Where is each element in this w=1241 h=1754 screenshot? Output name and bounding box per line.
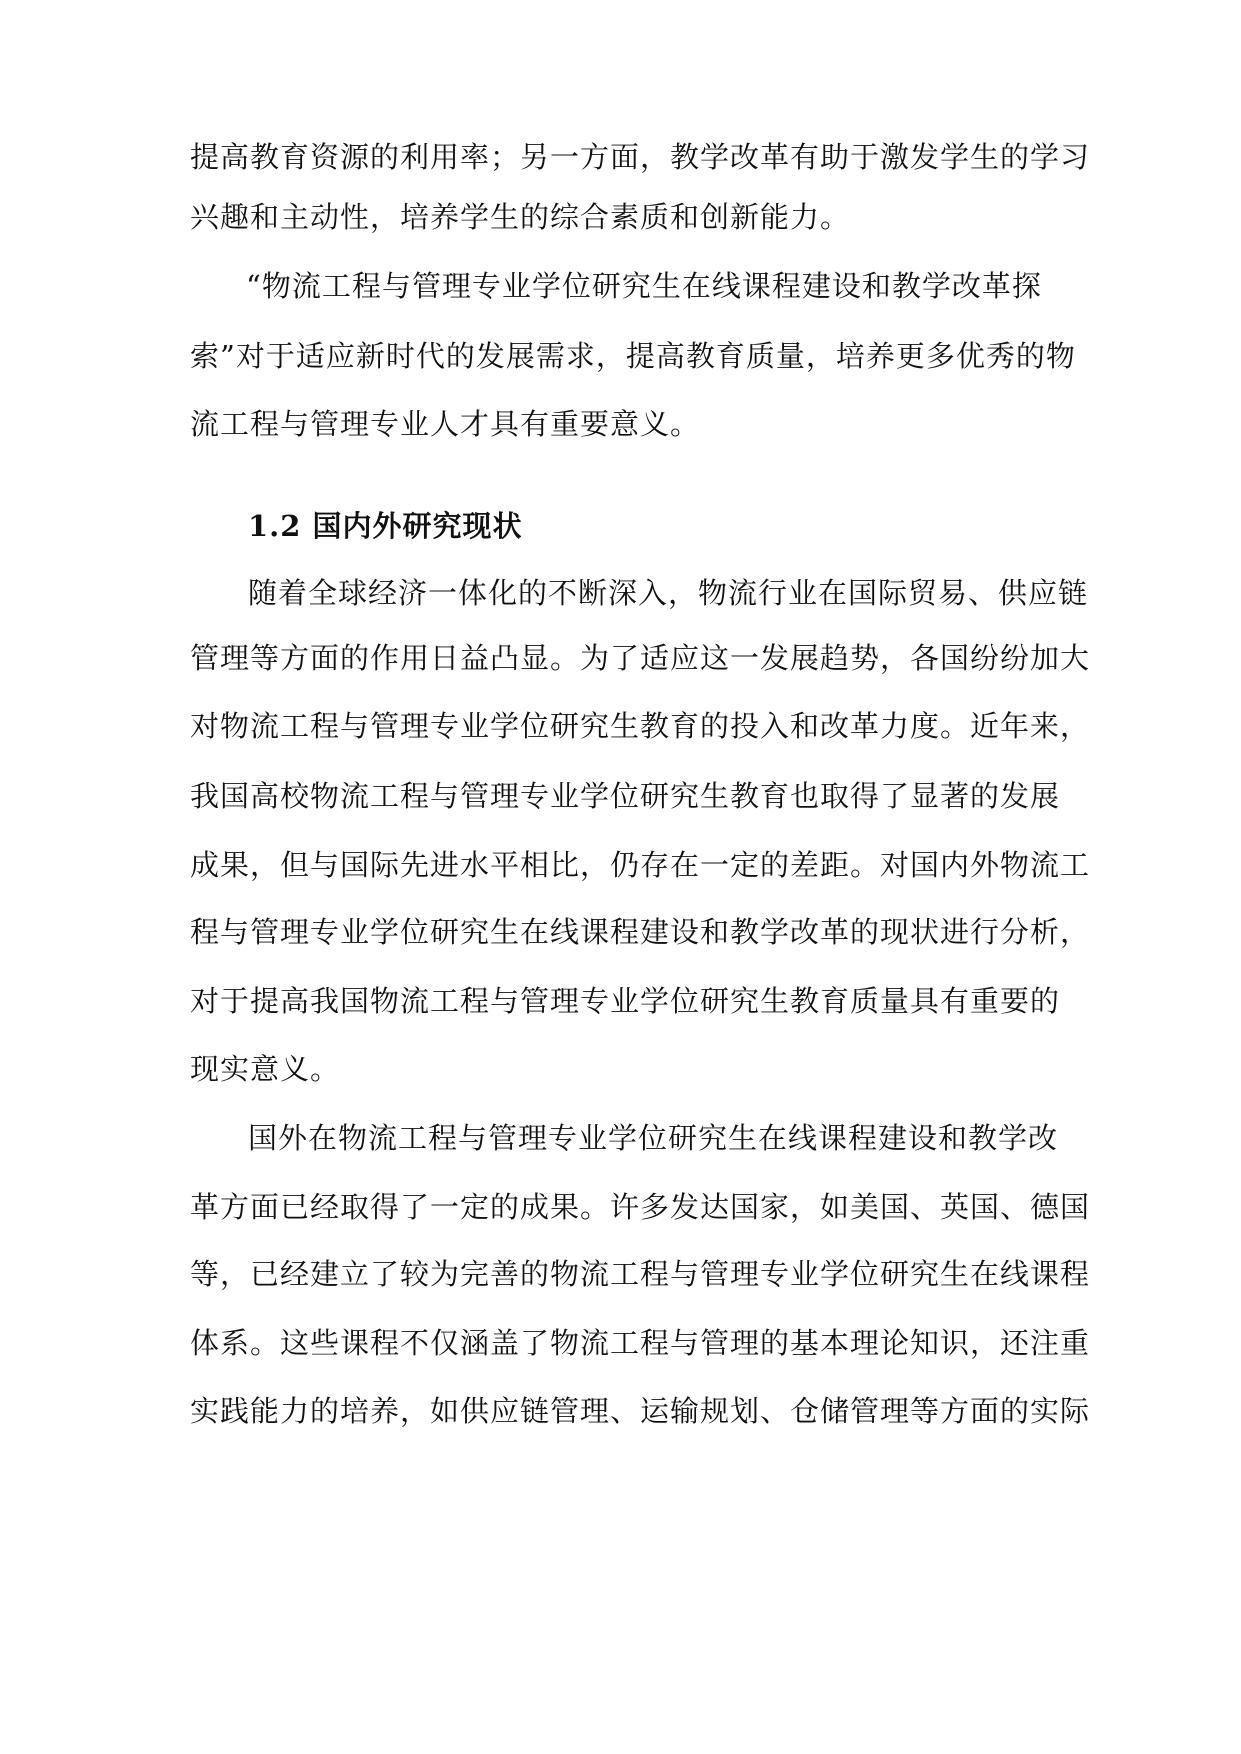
paragraph-line: 程与管理专业学位研究生在线课程建设和教学改革的现状进行分析， — [190, 915, 1091, 949]
paragraph-line: 体系。这些课程不仅涵盖了物流工程与管理的基本理论知识，还注重 — [190, 1326, 1091, 1360]
paragraph-line: 对于提高我国物流工程与管理专业学位研究生教育质量具有重要的 — [190, 984, 1061, 1018]
paragraph-line: 成果，但与国际先进水平相比，仍存在一定的差距。对国内外物流工 — [190, 848, 1091, 882]
paragraph-line: 国外在物流工程与管理专业学位研究生在线课程建设和教学改 — [248, 1121, 1059, 1155]
paragraph-line: 随着全球经济一体化的不断深入，物流行业在国际贸易、供应链 — [248, 576, 1089, 610]
paragraph-line: 提高教育资源的利用率；另一方面，教学改革有助于激发学生的学习 — [190, 140, 1091, 174]
paragraph-line: 管理等方面的作用日益凸显。为了适应这一发展趋势，各国纷纷加大 — [190, 641, 1091, 675]
paragraph-line: 现实意义。 — [190, 1052, 341, 1086]
paragraph-line: 革方面已经取得了一定的成果。许多发达国家，如美国、英国、德国 — [190, 1190, 1091, 1224]
paragraph-line: 等，已经建立了较为完善的物流工程与管理专业学位研究生在线课程 — [190, 1257, 1091, 1291]
paragraph-line: “物流工程与管理专业学位研究生在线课程建设和教学改革探 — [246, 269, 1042, 303]
paragraph-line: 流工程与管理专业人才具有重要意义。 — [190, 407, 701, 441]
paragraph-line: 我国高校物流工程与管理专业学位研究生教育也取得了显著的发展 — [190, 779, 1061, 813]
paragraph-line: 实践能力的培养，如供应链管理、运输规划、仓储管理等方面的实际 — [190, 1394, 1091, 1428]
section-heading: 1.2 国内外研究现状 — [248, 509, 523, 543]
paragraph-line: 对物流工程与管理专业学位研究生教育的投入和改革力度。近年来， — [190, 709, 1091, 743]
paragraph-line: 兴趣和主动性，培养学生的综合素质和创新能力。 — [190, 200, 851, 234]
paragraph-line: 索”对于适应新时代的发展需求，提高教育质量，培养更多优秀的物 — [190, 339, 1076, 373]
